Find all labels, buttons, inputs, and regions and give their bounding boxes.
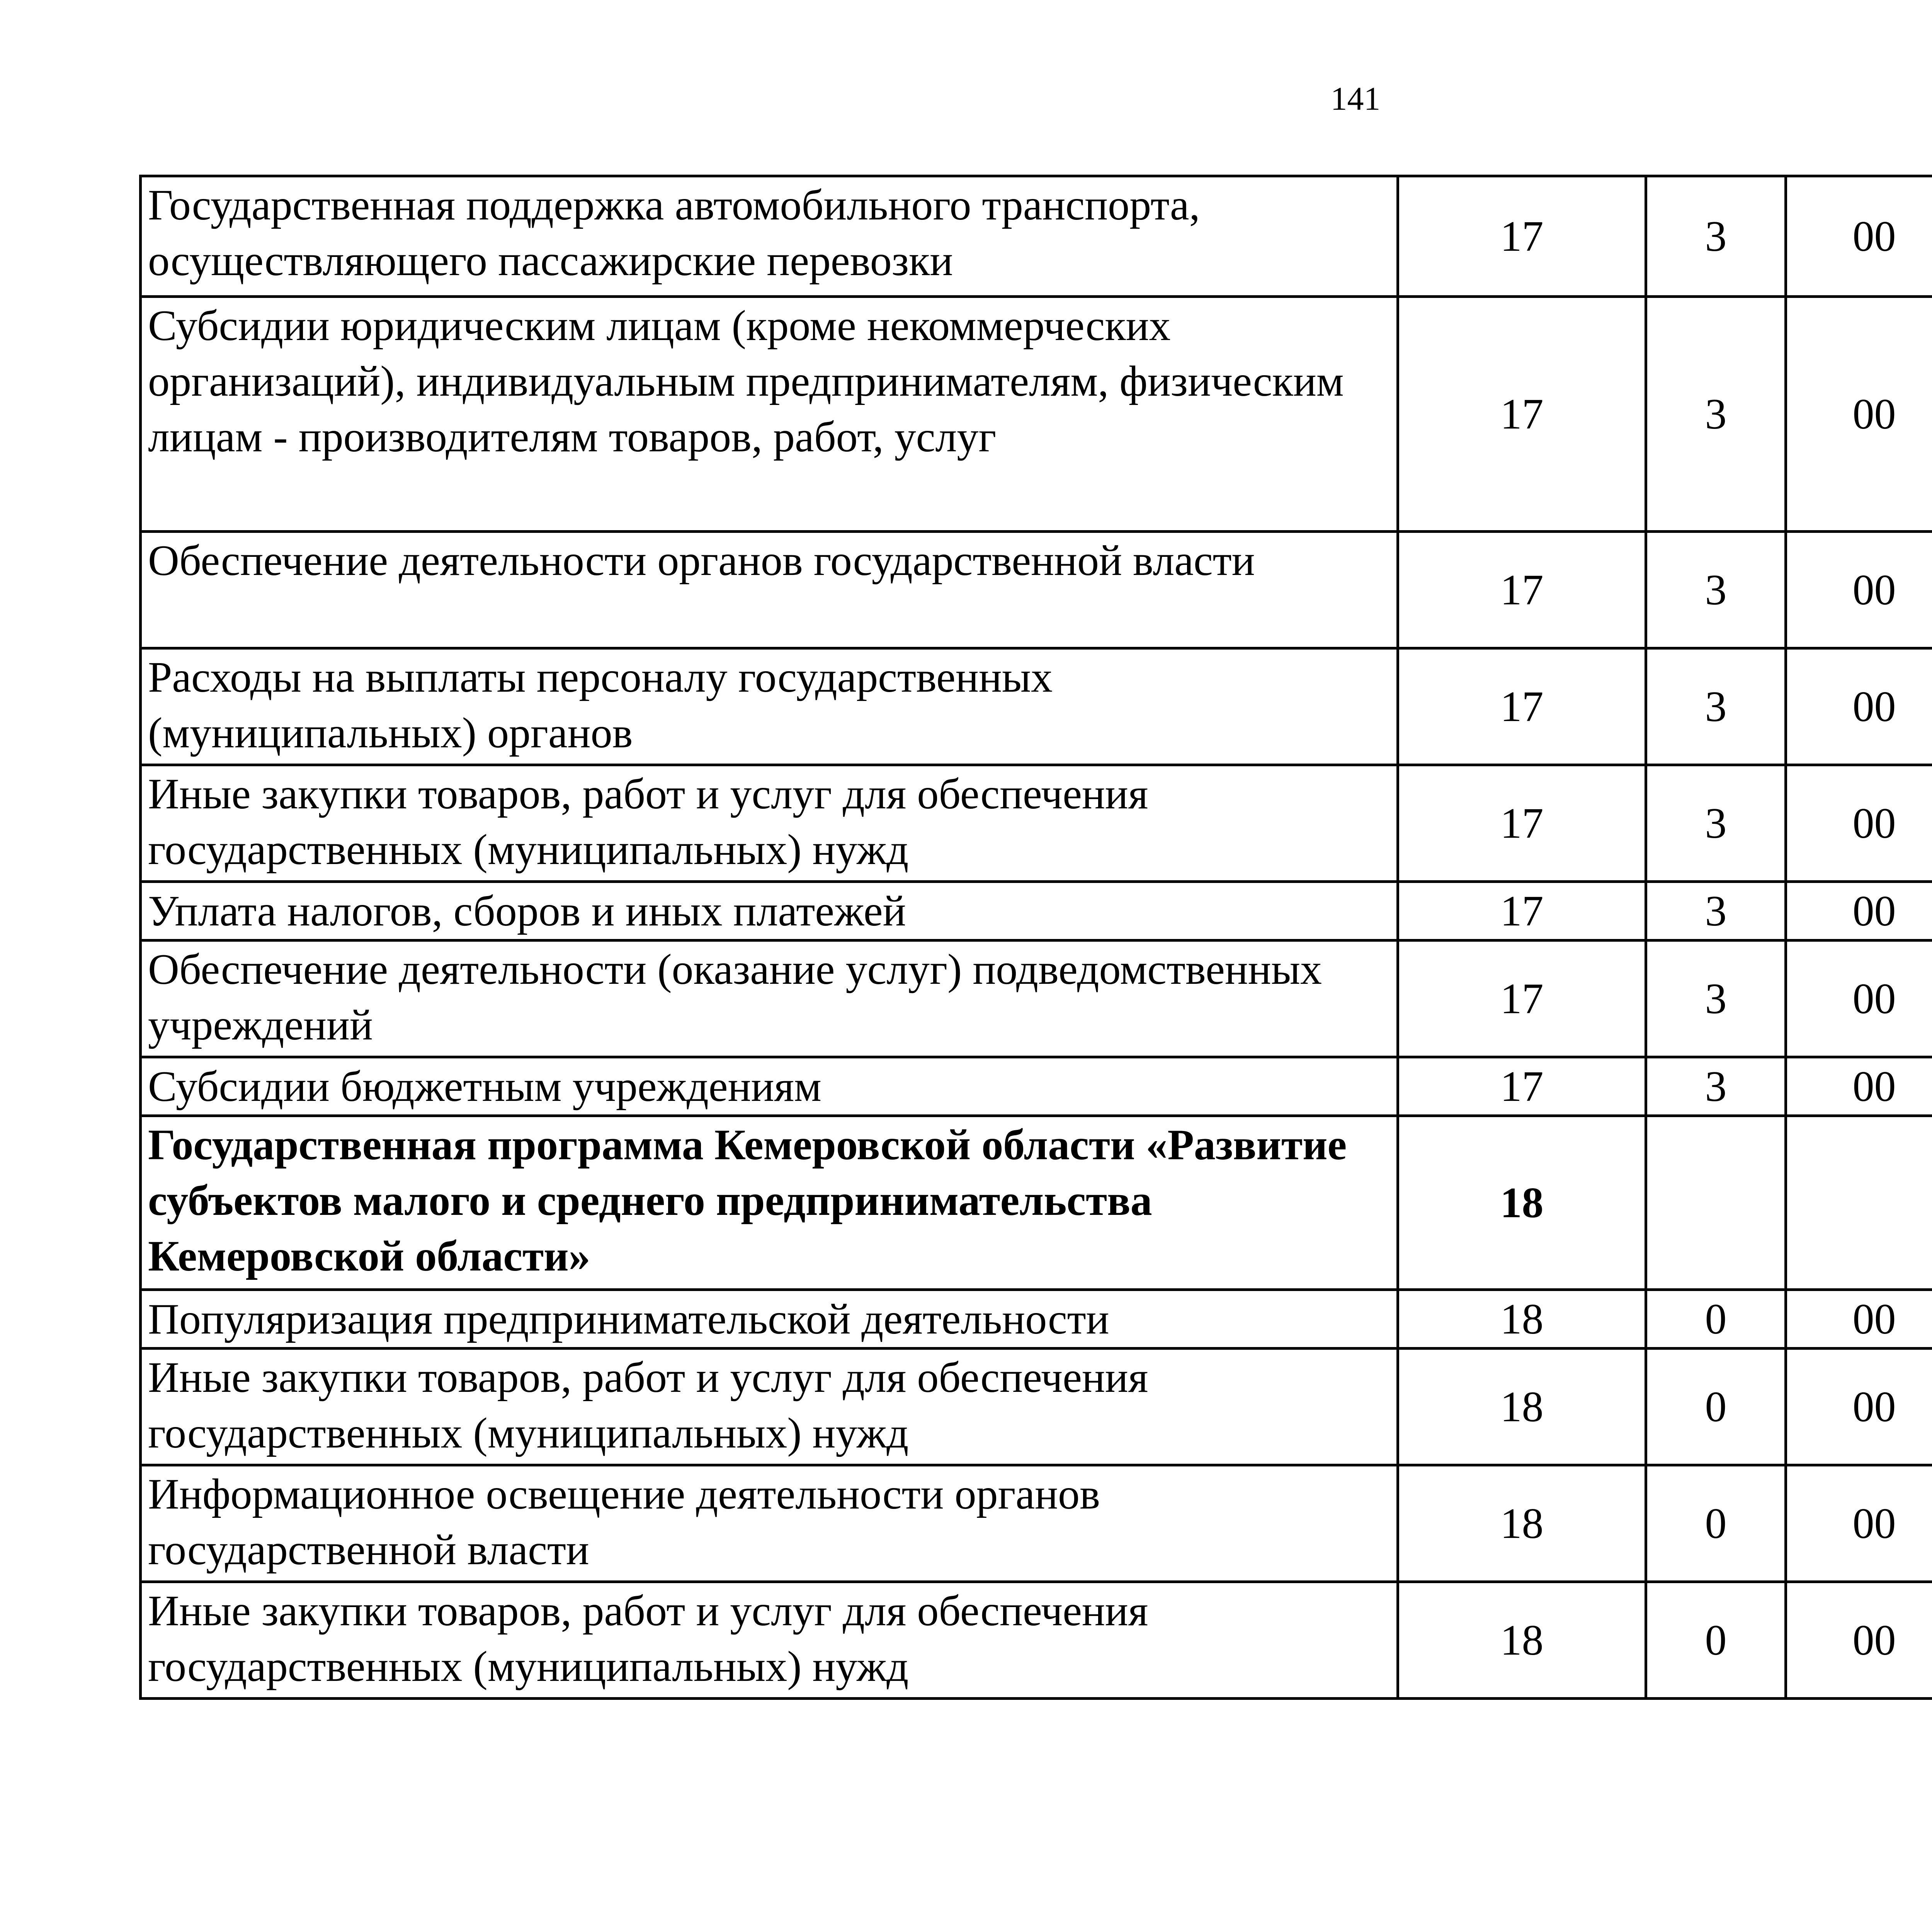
program-code: 17 [1398,1057,1646,1116]
row-name: Популяризация предпринимательской деятельности [141,1290,1398,1349]
subprogram-code: 3 [1646,882,1786,941]
direction-code: 00 [1786,765,1932,882]
subprogram-code: 0 [1646,1349,1786,1465]
subprogram-code: 0 [1646,1582,1786,1699]
subprogram-code: 3 [1646,297,1786,532]
subprogram-code: 3 [1646,941,1786,1057]
program-code: 17 [1398,532,1646,648]
program-code: 18 [1398,1349,1646,1465]
row-name: Информационное освещение деятельности органов государственной власти [141,1465,1398,1582]
row-name: Обеспечение деятельности (оказание услуг) подведомственных учреждений [141,941,1398,1057]
table-row [141,765,1932,882]
row-name: Обеспечение деятельности органов государственной власти [141,532,1398,648]
table-row [141,297,1932,532]
program-code: 18 [1398,1116,1646,1290]
subprogram-code: 0 [1646,1290,1786,1349]
direction-code: 00 [1786,648,1932,765]
row-name: Субсидии юридическим лицам (кроме некоммерческих организаций), индивидуальным предпринимателям, физическим лицам - производителям товаров, работ, услуг [141,297,1398,532]
row-name: Иные закупки товаров, работ и услуг для обеспечения государственных (муниципальных) нужд [141,765,1398,882]
direction-code: 00 [1786,1057,1932,1116]
direction-code: 00 [1786,1290,1932,1349]
row-name: Субсидии бюджетным учреждениям [141,1057,1398,1116]
program-code: 17 [1398,765,1646,882]
table-row [141,176,1932,297]
row-name: Государственная программа Кемеровской области «Развитие субъектов малого и среднего предпринимательства Кемеровской области» [141,1116,1398,1290]
subprogram-code: 3 [1646,648,1786,765]
table-row [141,1465,1932,1582]
program-code: 18 [1398,1582,1646,1699]
table-row [141,1290,1932,1349]
table-row [141,1116,1932,1290]
table-row [141,532,1932,648]
direction-code [1786,1116,1932,1290]
row-name: Уплата налогов, сборов и иных платежей [141,882,1398,941]
program-code: 17 [1398,648,1646,765]
program-code: 17 [1398,941,1646,1057]
direction-code: 00 [1786,1465,1932,1582]
program-code: 18 [1398,1290,1646,1349]
table-row [141,648,1932,765]
direction-code: 00 [1786,176,1932,297]
subprogram-code: 3 [1646,532,1786,648]
direction-code: 00 [1786,532,1932,648]
row-name: Государственная поддержка автомобильного транспорта, осуществляющего пассажирские перевозки [141,176,1398,297]
direction-code: 00 [1786,297,1932,532]
table-row [141,1349,1932,1465]
subprogram-code: 0 [1646,1465,1786,1582]
program-code: 17 [1398,882,1646,941]
table-row [141,1582,1932,1699]
program-code: 18 [1398,1465,1646,1582]
table-row [141,882,1932,941]
subprogram-code: 3 [1646,176,1786,297]
subprogram-code: 3 [1646,1057,1786,1116]
table-row [141,941,1932,1057]
row-name: Расходы на выплаты персоналу государственных (муниципальных) органов [141,648,1398,765]
subprogram-code: 3 [1646,765,1786,882]
program-code: 17 [1398,297,1646,532]
page-number: 141 [1330,80,1381,117]
direction-code: 00 [1786,882,1932,941]
budget-table [139,175,1932,1700]
direction-code: 00 [1786,1349,1932,1465]
subprogram-code [1646,1116,1786,1290]
direction-code: 00 [1786,1582,1932,1699]
program-code: 17 [1398,176,1646,297]
row-name: Иные закупки товаров, работ и услуг для обеспечения государственных (муниципальных) нужд [141,1349,1398,1465]
direction-code: 00 [1786,941,1932,1057]
table-row [141,1057,1932,1116]
row-name: Иные закупки товаров, работ и услуг для обеспечения государственных (муниципальных) нужд [141,1582,1398,1699]
